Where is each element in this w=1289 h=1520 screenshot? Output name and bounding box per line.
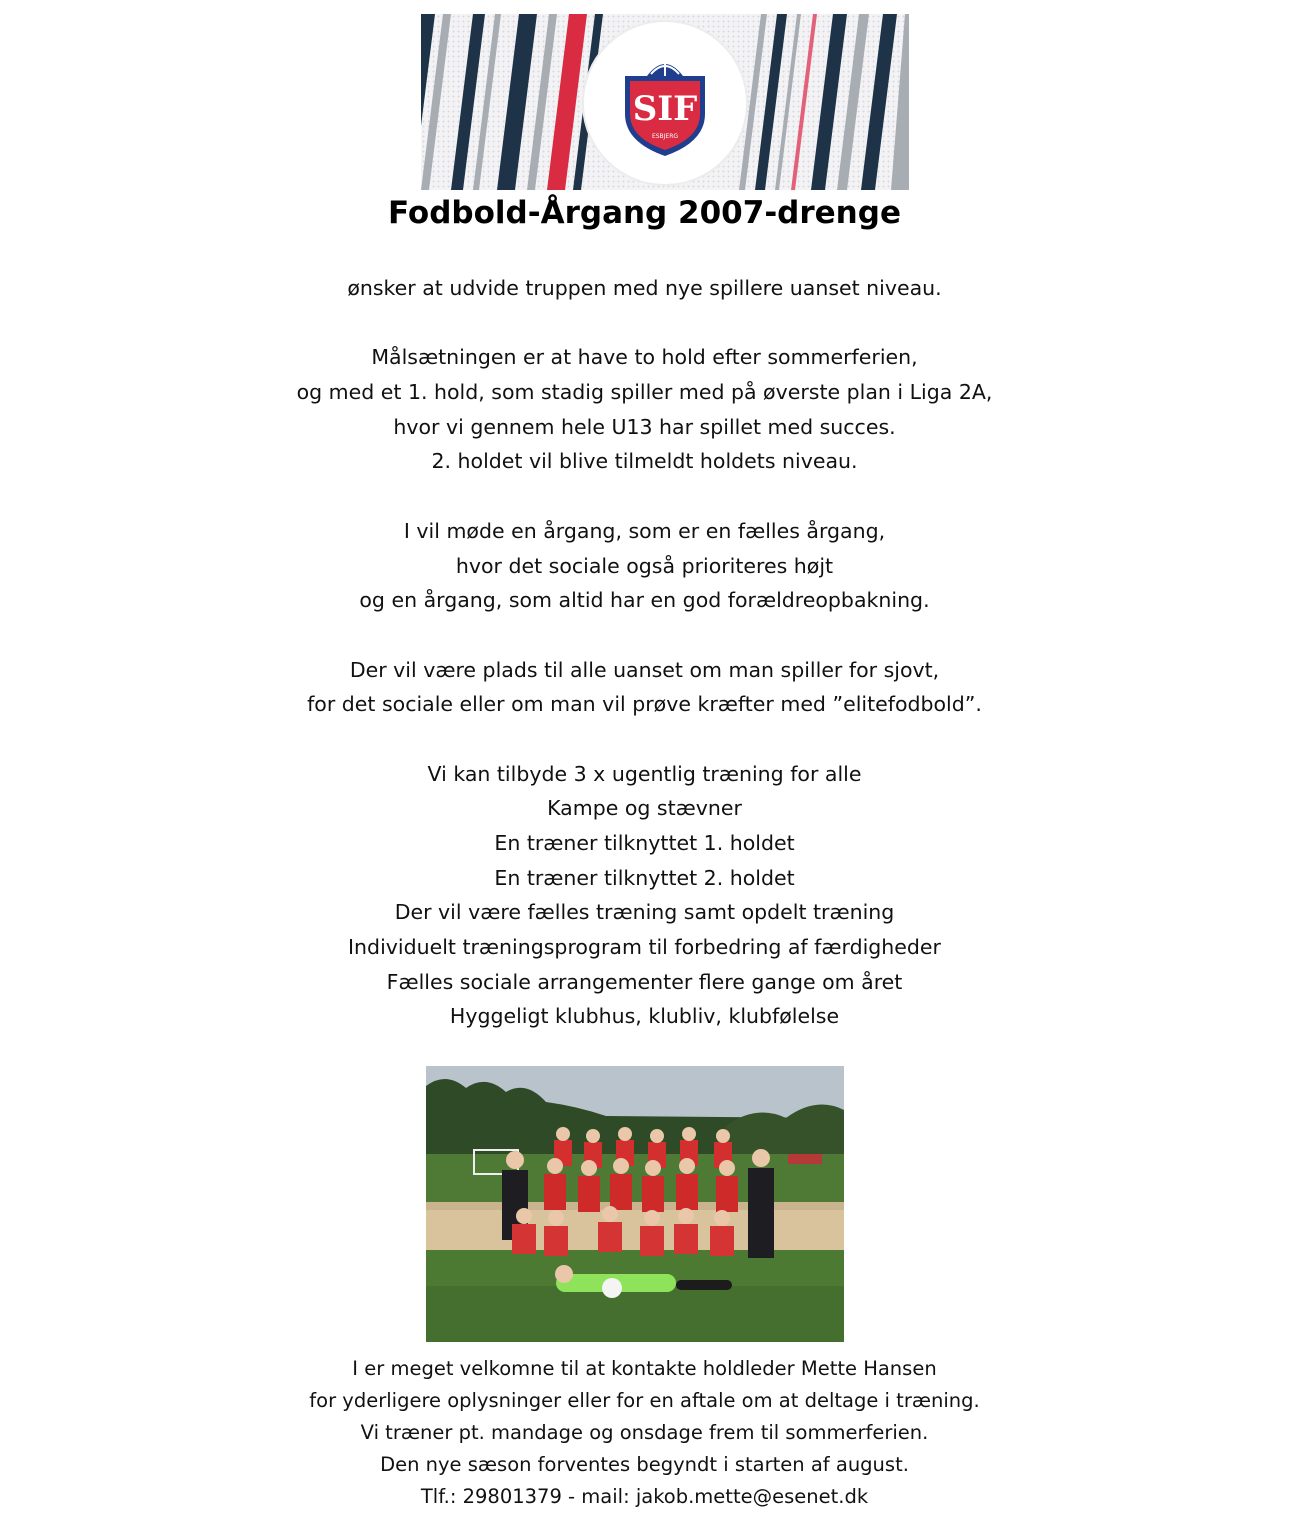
page-title: Fodbold-Årgang 2007-drenge [388,195,901,231]
body-line: og en årgang, som altid har en god forældreopbakning. [359,588,930,613]
team-photo [426,1066,844,1342]
body-spacer [0,479,1289,514]
body-line: 2. holdet vil blive tilmeldt holdets niveau. [431,449,858,474]
offer-item: En træner tilknyttet 1. holdet [494,831,795,855]
header-banner [421,14,909,190]
body-line: hvor vi gennem hele U13 har spillet med succes. [393,414,896,439]
offer-item: Der vil være fælles træning samt opdelt træning [394,900,895,925]
body-line: for det sociale eller om man vil prøve kræfter med ”elitefodbold”. [307,692,982,717]
offer-item: Vi kan tilbyde 3 x ugentlig træning for alle [427,761,862,786]
contact-line: Den nye sæson forventes begyndt i starten af august. [380,1453,909,1476]
striped-banner-graphic [421,14,909,190]
body-line: Der vil være plads til alle uanset om man spiller for sjovt, [349,657,940,682]
body-text [0,271,1289,1034]
contact-line: for yderligere oplysninger eller for en aftale om at deltage i træning. [309,1389,980,1412]
body-spacer [0,722,1289,757]
offer-item: Individuelt træningsprogram til forbedring af færdigheder [348,935,941,960]
svg-text:ESBJERG: ESBJERG [651,133,679,140]
team-photo-icon [426,1066,844,1342]
svg-text:SIF: SIF [632,89,698,129]
offer-item: Kampe og stævner [547,796,742,821]
contact-text [0,1353,1289,1513]
contact-line: I er meget velkomne til at kontakte holdleder Mette Hansen [352,1357,937,1380]
body-spacer [0,306,1289,341]
offer-item: En træner tilknyttet 2. holdet [494,865,795,890]
body-line: I vil møde en årgang, som er en fælles årgang, [403,518,886,543]
body-spacer [0,618,1289,653]
offer-item: Fælles sociale arrangementer flere gange om året [386,969,903,994]
body-line: og med et 1. hold, som stadig spiller med på øverste plan i Liga 2A, [296,380,993,405]
contact-line: Vi træner pt. mandage og onsdage frem til sommerferien. [360,1421,929,1444]
body-line: ønsker at udvide truppen med nye spillere uanset niveau. [347,276,942,300]
offer-item: Hyggeligt klubhus, klubliv, klubfølelse [449,1004,840,1029]
body-line: hvor det sociale også prioriteres højt [455,553,834,578]
contact-details: Tlf.: 29801379 - mail: jakob.mette@esenet.dk [420,1485,869,1508]
body-line: Målsætningen er at have to hold efter sommerferien, [371,345,918,370]
